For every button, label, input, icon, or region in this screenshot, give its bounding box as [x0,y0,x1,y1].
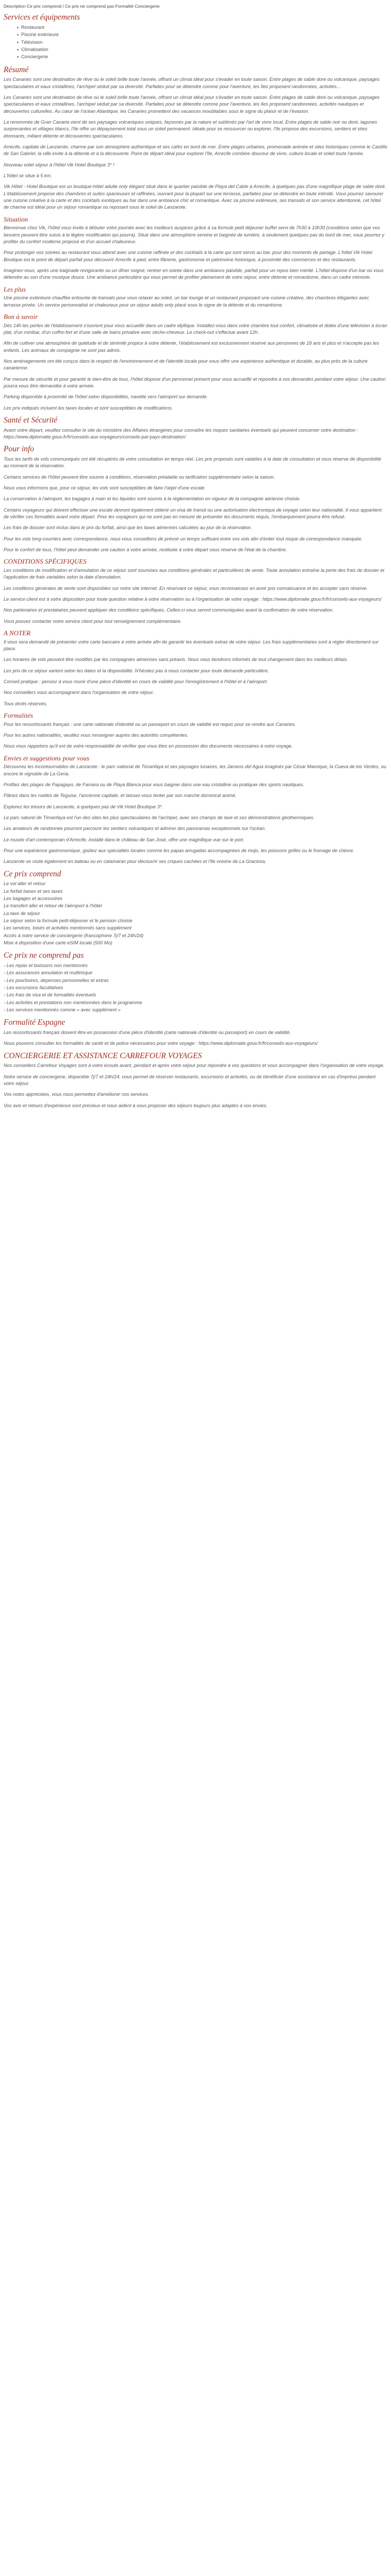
info-text: Pour le confort de tous, l'hôtel peut demander une caution à votre arrivée, restituée à votre départ sous réserve de l'état de la chambre. [4,547,287,552]
a-noter-text: Les prix de ce séjour varient selon les dates et la disponibilité. N'hésitez pas à nous contacter pour toute demande particulière. [4,668,269,673]
a-noter-signature: Tous droits réservés. [4,701,47,706]
les-plus-title: Les plus [4,285,26,293]
suggestions-text: Découvrez les incontournables de Lanzarote : le parc national de Timanfaya et ses paysages lunaires, les Jameos del Agua imaginés par César Manrique, la Cueva de los Verdes, ou encore le vignoble de La Geria. [4,764,386,776]
info-text: Les frais de dossier sont inclus dans le prix du forfait, ainsi que les taxes aériennes calculées au jour de la réservation. [4,525,252,531]
resume-paragraph: Les Canaries sont une destination de rêve où le soleil brille toute l'année, offrant un climat idéal pour s'évader en toute saison. Entre plages de sable doré ou volcanique, paysages spectaculaires et eaux cristallines, l'archipel séduit par sa diversité. Parfaites pour se détendre comme pour l'aventure, les îles proposent randonnées, activités... [4,77,380,89]
list-item: Conciergerie [17,54,387,60]
info-text: Tous les tarifs de vols communiqués ont été récupérés de votre consultation en temps réel. Les prix proposés sont valables à la date de consultation et sous réserve de disponibilité au moment de la réservation. [4,456,382,469]
situation-text: Pour prolonger vos soirées au restaurant vous attend avec une cuisine raffinée et des cocktails à la carte qui sont servis au bar, pour des moments de partage. L'hôtel Vik Hotel Boutique est le point de départ parfait pour découvrir Arrecife à pied, entre flânerie, gastronomie et patrimoine historique, à proximité des commerces et des restaurants. [4,250,372,262]
breadcrumb: Description Ce prix comprend / Ce prix ne comprend pas Formalité Conciergerie [4,4,160,9]
bon-a-savoir-title: Bon à savoir [4,313,38,320]
a-noter-signature: Nos conseillers vous accompagnent dans l'organisation de votre séjour. [4,690,154,696]
situation-text: Bienvenue chez Vik, l'hôtel vous invite à débuter votre journée avec les meilleurs auspices grâce à sa formule petit déjeuner buffet servi de 7h30 à 10h30 (conditions selon que vos besoins peuvent être suivis à le légère modification qui pourra). Situé dans une atmosphère sereine et baignée de lumière, à seulement quelques pas du bord de mer, vous pourrez y profiter du confort moderne proposé et d'un accueil chaleureux. [4,225,384,244]
list-item: - Les assurances annulation et multirisque [4,970,93,976]
list-item: Mise à disposition d'une carte eSIM locale (500 Mo) [4,940,112,945]
list-item: Climatisation [17,46,387,53]
cgv-text: Les conditions de modification et d'annulation de ce séjour sont soumises aux conditions générales et particulières de vente. Toute annulation entraîne la perte des frais de dossier et l'application de frais variables selon la date d'annulation. [4,567,384,580]
cgv-text: Nos partenaires et prestataires peuvent appliquer des conditions spécifiques. Celles-ci vous seront communiquées avant la confirmation de votre réservation. [4,607,334,613]
suggestions-text: Profitez des plages de Papagayo, de Famara ou de Playa Blanca pour vous baigner dans une eau cristalline ou pratiquer des sports nautiques. [4,782,304,787]
resume-paragraph: Arrecife, capitale de Lanzarote, charme par son atmosphère authentique et ses cafés en bord de mer. Entre plages urbaines, promenade animée et sites historiques comme le Castillo de San Gabriel, la ville invite à la détente et à la découverte. Point de départ idéal pour explorer l'île, Arrecife combine douceur de vivre, culture locale et soleil toute l'année. [4,144,387,157]
bon-a-savoir-text: Par mesure de sécurité et pour garantir le bien-être de tous, l'hôtel dispose d'un personnel présent pour vous accueillir et répondre à vos demandes pendant votre séjour. Une caution pourra vous être demandée à votre arrivée. [4,376,386,388]
conciergerie-text: Vos avis et retours d'expérience sont précieux et nous aident à vous proposer des séjours toujours plus adaptés à vos envies. [4,1103,268,1108]
cgv-text: Le service client est à votre disposition pour toute question relative à votre réservation ou à l'organisation de votre voyage : https://www.diplomatie.gouv.fr/fr/conseils-aux-voyageurs/ [4,596,382,602]
a-noter-text: Les horaires de vols peuvent être modifiés par les compagnies aériennes sans préavis. Nous vous tiendrons informés de tout changement dans les meilleurs délais. [4,657,348,663]
list-item: Le vol aller et retour [4,881,46,887]
suggestions-title: Envies et suggestions pour vous [4,754,90,762]
inclus-title: Ce prix comprend [4,869,61,878]
cgv-text: Vous pouvez contacter notre service client pour tout renseignement complémentaire. [4,618,182,624]
info-text: Nous vous informons que, pour ce séjour, les vols sont susceptibles de faire l'objet d'une escale. [4,485,206,490]
bullet-icon [17,49,19,50]
conciergerie-title: CONCIERGERIE ET ASSISTANCE CARREFOUR VOYAGES [4,1051,202,1060]
list-item: Accès à notre service de conciergerie (francophone 7j/7 et 24h/24) [4,933,144,938]
a-noter-text: Conseil pratique : pensez à vous munir d'une pièce d'identité en cours de validité pour l'enregistrement à l'hôtel et à l'aéroport. [4,679,268,684]
a-noter-text: Il vous sera demandé de présenter votre carte bancaire à votre arrivée afin de garantir les éventuels extras de votre séjour. Les frais supplémentaires sont à régler directement sur place. [4,639,379,651]
list-item: Le transfert aller et retour de l'aéroport à l'hôtel [4,903,102,909]
bon-a-savoir-text: Parking disponible à proximité de l'hôtel selon disponibilités, navette vers l'aéroport sur demande. [4,394,208,400]
list-item: Restaurant [17,24,387,31]
hotel-lead: L'hôtel se situe à 5 km. [4,173,52,178]
suggestions-text: Explorez les trésors de Lanzarote, à quelques pas de Vik Hotel Boutique 3*. [4,804,163,809]
info-title: Pour info [4,445,34,454]
bon-a-savoir-text: Afin de cultiver une atmosphère de quiétude et de sérénité propice à votre détente, l'établissement est exclusivement réservé aux personnes de 18 ans et plus et n'accepte pas les enfants. Les animaux de compagnie ne sont pas admis. [4,341,379,353]
list-item: - Les services mentionnés comme « avec supplément » [4,1007,121,1012]
list-item: - Les activités et prestations non mentionnées dans le programme [4,999,142,1005]
bon-a-savoir-text: Dès 14h les portes de l'établissement s'ouvrent pour vous accueillir dans un cadre idyllique. Installez-vous dans votre chambre tout confort, climatisée et dotée d'une télévision à écran plat, d'un minibar, d'un coffre-fort et d'une salle de bains privative avec sèche-cheveux. Le check-out s'effectue avant 12h. [4,323,387,335]
bon-a-savoir-text: Nos aménagements ont été conçus dans le respect de l'environnement et de l'identité locale pour vous offrir une expérience authentique et durable, au plus près de la culture canarienne. [4,358,368,371]
list-item: La taxe de séjour [4,910,40,916]
bullet-icon [17,42,19,43]
formalites-text: Nous vous rappelons qu'il est de votre responsabilité de vérifier que vous êtes en possession des documents nécessaires à votre voyage. [4,743,293,749]
list-item: - Les frais de visa et de formalités éventuels [4,992,96,998]
formalite-espagne-text: Nous pouvons consulter les formalités de santé et de police nécessaires pour votre voyage : https://www.diplomatie.gouv.fr/fr/conseils-aux-voyageurs/ [4,1041,318,1046]
list-item: Piscine extérieure [17,31,387,38]
list-item: Le forfait bases et ses taxes [4,888,63,894]
cgv-title: CONDITIONS SPÉCIFIQUES [4,557,87,566]
bullet-icon [17,56,19,58]
page [0,0,391,1109]
list-item: Les bagages et accessoires [4,895,62,901]
bullet-icon [17,27,19,28]
info-text: La conservation à l'aéroport, les bagages à main et les liquides sont soumis à la réglementation en vigueur de la compagnie aérienne choisie. [4,496,301,502]
sante-title: Santé et Sécurité [4,416,58,425]
resume-paragraph: La renommée de Gran Canaria vient de ses paysages volcaniques uniques, façonnés par la nature et sublimés par l'art de vivre local. Entre plages de sable noir ou doré, lagunes surprenantes et villages blancs, l'île offre un dépaysement total sous un soleil permanent. Idéale pour se ressourcer ou explorer, l'île propose des excursions, sentiers et sites étonnants, mêlant détente et découvertes spectaculaires. [4,119,377,139]
formalite-espagne-title: Formalité Espagne [4,1018,66,1027]
exclus-list [4,962,387,1013]
cgv-text: Les conditions générales de vente sont disponibles sur notre site internet. En réservant ce séjour, vous reconnaissez en avoir pris connaissance et les accepter sans réserve. [4,585,368,591]
list-item: - Les pourboires, dépenses personnelles et extras [4,977,109,983]
formalites-text: Pour les ressortissants français : une carte nationale d'identité ou un passeport en cours de validité est requis pour se rendre aux Canaries. [4,721,296,727]
info-text: Certains services de l'hôtel peuvent être soumis à conditions, réservation préalable ou tarification supplémentaire selon la saison. [4,474,275,480]
resume-paragraph: Les Canaries sont une destination de rêve où le soleil brille toute l'année, offrant un climat idéal pour s'évader en toute saison. Entre plages de sable doré ou volcanique, paysages spectaculaires et eaux cristallines, l'archipel séduit par sa diversité. Parfaites pour se détendre comme pour l'aventure, les îles proposent randonnées, activités nautiques et découvertes culturelles. Au cœur de l'océan Atlantique, les Canaries promettent des vacances inoubliables sous le signe du plaisir et de l'évasion. [4,94,380,114]
conciergerie-text: Vos notes appréciées, vous nous permettez d'améliorer nos services. [4,1092,150,1097]
conciergerie-text: Nos conseillers Carrefour Voyages sont à votre écoute avant, pendant et après votre séjour pour répondre à vos questions et vous accompagner dans l'organisation de votre voyage. [4,1063,385,1069]
suggestions-text: Lanzarote se visite également en bateau ou en catamaran pour découvrir ses criques cachées et l'île voisine de La Graciosa. [4,859,266,865]
services-title: Services et équipements [4,13,80,22]
services-list [4,24,387,61]
les-plus-text: Une piscine extérieure chauffée entourée de transats pour vous relaxer au soleil, un bar lounge et un restaurant proposant une cuisine créative, des chambres élégantes avec terrasse privée. Un service personnalisé et chaleureux pour un séjour adults only placé sous le signe de la détente et du romantisme. [4,295,369,308]
suggestions-text: Le parc naturel de Timanfaya est l'un des sites les plus spectaculaires de l'archipel, avec ses champs de lave et ses démonstrations géothermiques. [4,815,315,820]
resume-paragraph: Nouveau volet séjour à l'hôtel Vik Hotel Boutique 3* ! [4,162,115,167]
list-item: Les services, loisirs et activités mentionnés sans supplément [4,925,132,931]
list-item: - Les repas et boissons non mentionnés [4,962,88,968]
resume-title: Résumé [4,65,29,74]
formalites-title: Formalités [4,711,34,719]
list-item: - Les excursions facultatives [4,985,63,990]
situation-title: Situation [4,215,28,223]
info-text: Certains voyageurs qui doivent effectuer une escale devront également obtenir un visa de transit ou une autorisation électronique de voyage selon leur nationalité. Il vous appartient de vérifier ces formalités avant votre départ. Pour les voyageurs qui ne sont pas en mesure de présenter les documents requis, l'embarquement pourra être refusé. [4,507,382,519]
exclus-title: Ce prix ne comprend pas [4,951,84,960]
bullet-icon [17,34,19,36]
suggestions-text: Le musée d'art contemporain d'Arrecife, installé dans le château de San José, offre une magnifique vue sur le port. [4,837,245,842]
formalite-espagne-text: Les ressortissants français doivent être en possession d'une pièce d'identité (carte nationale d'identité ou passeport) en cours de validité. [4,1029,291,1035]
situation-text: Imaginez-vous, après une baignade revigorante ou un dîner soigné, rentrer en soirée dans une ambiance paisible, parfait pour un repos bien mérité. L'hôtel dispose d'un bar où vous détendre au son d'une musique douce. Une ambiance particulière qui vous permet de profiter pleinement de votre séjour, entre détente et romantisme, dans un cadre intimiste. [4,268,384,280]
suggestions-text: Flânez dans les ruelles de Teguise, l'ancienne capitale, et laissez-vous tenter par son marché dominical animé. [4,793,237,799]
suggestions-text: Pour une expérience gastronomique, goûtez aux spécialités locales comme les papas arrugadas accompagnées de mojo, les poissons grillés ou le fromage de chèvre. [4,848,354,853]
inclus-list [4,880,387,946]
hotel-description: Vik Hôtel - Hotel Boutique est un boutique-hôtel adulte only élégant situé dans le quartier paisible de Playa del Cable à Arrecife, à quelques pas d'une magnifique plage de sable doré. L'établissement propose des chambres et suites spacieuses et raffinées, ouvrant pour la plupart sur une terrasse, parfaites pour se détendre en toute intimité. Vous pourrez savourer une cuisine créative à la carte et des cocktails exotiques au bar dans une ambiance chic et romantique. Avec sa piscine extérieure, ses transats et son service attentionné, cet hôtel de charme est idéal pour un séjour romantique ou reposant sous le soleil de Lanzarote. [4,184,386,210]
list-item: Télévision [17,39,387,46]
a-noter-title: A NOTER [4,629,31,637]
info-text: Pour les vols long-courriers avec correspondance, nous vous conseillons de prévoir un temps suffisant entre vos vols afin d'éviter tout risque de correspondance manquée. [4,536,363,541]
bon-a-savoir-text: Les prix indiqués incluent les taxes locales et sont susceptibles de modifications. [4,405,173,411]
conciergerie-text: Notre service de conciergerie, disponible 7j/7 et 24h/24, vous permet de réserver restaurants, excursions et activités, ou de bénéficier d'une assistance en cas d'imprévu pendant votre séjour. [4,1074,376,1086]
formalites-text: Pour les autres nationalités, veuillez vous renseigner auprès des autorités compétentes. [4,732,189,738]
suggestions-text: Les amateurs de randonnée pourront parcourir les sentiers volcaniques et admirer des panoramas exceptionnels sur l'océan. [4,826,266,832]
sante-text: Avant votre départ, veuillez consulter le site du ministère des Affaires étrangères pour connaître les risques sanitaires éventuels qui peuvent concerner votre destination : https://www.diplomatie.gouv.fr/fr/conseils-aux-voyageurs/conseils-par-pays-destination/ [4,427,359,439]
list-item: Le séjour selon la formule petit-déjeuner et le pension choisie [4,918,133,923]
